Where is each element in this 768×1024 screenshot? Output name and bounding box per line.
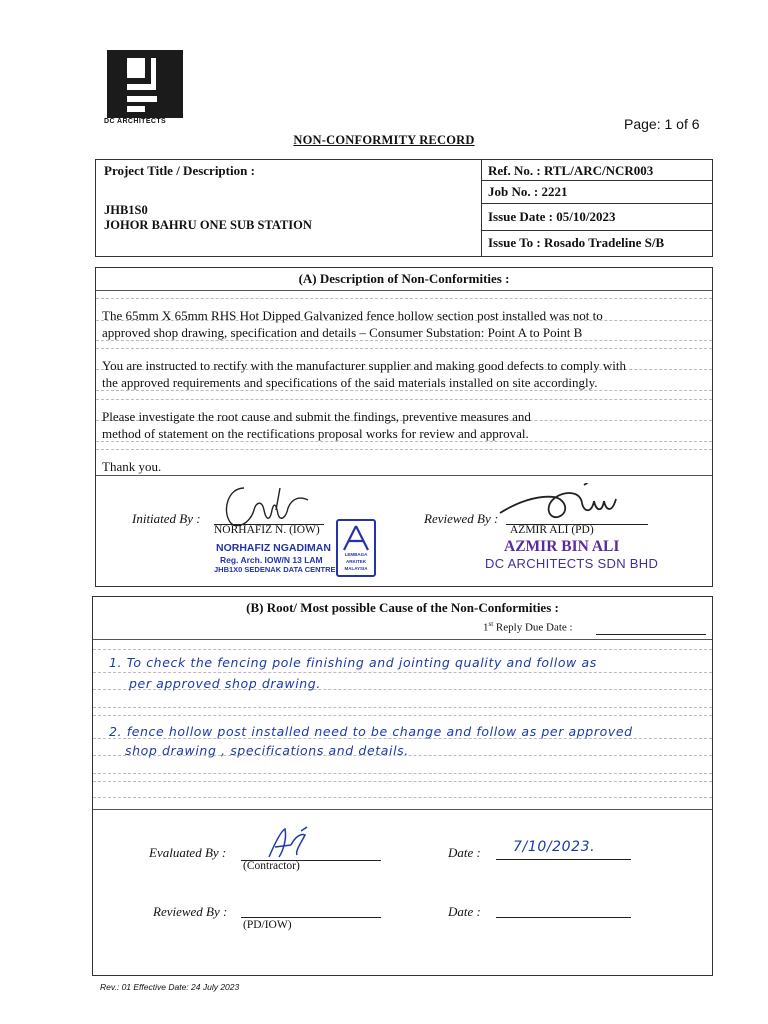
para3-line2: method of statement on the rectifications proposal works for review and approval.	[102, 426, 529, 441]
initiator-signature	[216, 480, 326, 530]
section-a-box	[95, 267, 713, 587]
document-title: NON-CONFORMITY RECORD	[293, 133, 475, 147]
para1-line2: approved shop drawing, specification and details – Consumer Substation: Point A to Point B	[102, 325, 583, 340]
project-box	[95, 159, 713, 257]
dc-architects-logo	[107, 50, 183, 118]
lam-line2: ARKITEK	[346, 559, 366, 564]
reply-label: Reply Due Date :	[495, 621, 573, 634]
pd-iow-caption: (PD/IOW)	[243, 919, 292, 931]
page-number: Page: 1 of 6	[624, 116, 700, 132]
handwritten-cause-2-line2: shop drawing , specifications and details.	[125, 743, 409, 758]
reviewed-by-label: Reviewed By :	[424, 511, 499, 526]
reply-prefix: 1	[483, 621, 489, 634]
stamp1-line2: Reg. Arch. IOW/N 13 LAM	[220, 555, 323, 565]
para1-line1: The 65mm X 65mm RHS Hot Dipped Galvanized fence hollow section post installed was not to	[102, 308, 603, 323]
project-title-label: Project Title / Description :	[104, 163, 255, 178]
project-divider	[481, 160, 482, 256]
evaluated-date-value: 7/10/2023.	[513, 839, 596, 855]
lam-line1: LEMBAGA	[344, 552, 368, 557]
contractor-caption: (Contractor)	[243, 860, 300, 872]
ref-no: Ref. No. : RTL/ARC/NCR003	[488, 163, 654, 178]
handwritten-cause-2-line1: 2. fence hollow post installed need to be change and follow as per approved	[109, 724, 633, 739]
reply-sup: st	[488, 620, 494, 628]
job-no: Job No. : 2221	[488, 184, 568, 199]
para2-line2: the approved requirements and specifications of the said materials installed on site accordingly.	[102, 375, 598, 390]
issue-date: Issue Date : 05/10/2023	[488, 209, 616, 224]
handwritten-cause-1-line2: per approved shop drawing.	[129, 676, 321, 691]
para2-line1: You are instructed to rectify with the manufacturer supplier and making good defects to comply with	[102, 358, 626, 373]
para3-line1: Please investigate the root cause and submit the findings, preventive measures and	[102, 409, 531, 424]
logo-text: DC ARCHITECTS	[104, 118, 167, 125]
lam-a-icon	[338, 524, 374, 552]
handwritten-cause-1-line1: 1. To check the fencing pole finishing and jointing quality and follow as	[109, 655, 597, 670]
reply-due-date	[483, 620, 573, 634]
issue-to: Issue To : Rosado Tradeline S/B	[488, 235, 665, 250]
footer-revision: Rev.: 01 Effective Date: 24 July 2023	[100, 982, 240, 992]
initiator-name: NORHAFIZ N. (IOW)	[214, 524, 320, 536]
reviewer-name: AZMIR ALI (PD)	[510, 524, 594, 536]
section-b-box	[92, 596, 713, 976]
initiated-by-label: Initiated By :	[132, 511, 201, 526]
date2-label: Date :	[448, 904, 481, 919]
section-a-heading: (A) Description of Non-Conformities :	[298, 271, 510, 286]
contractor-signature	[261, 823, 321, 863]
stamp2-line2: DC ARCHITECTS SDN BHD	[485, 556, 659, 571]
thank-you: Thank you.	[102, 459, 162, 474]
section-b-heading: (B) Root/ Most possible Cause of the Non-Conformities :	[246, 600, 559, 615]
project-code: JHB1S0	[104, 203, 148, 217]
project-name: JOHOR BAHRU ONE SUB STATION	[104, 218, 312, 232]
stamp2-line1: AZMIR BIN ALI	[504, 538, 620, 555]
evaluated-by-label: Evaluated By :	[149, 845, 227, 860]
reviewed-by-b-label: Reviewed By :	[153, 904, 228, 919]
reviewer-signature	[496, 483, 636, 528]
lam-stamp	[336, 519, 376, 577]
stamp1-line1: NORHAFIZ NGADIMAN	[216, 542, 331, 554]
date-label: Date :	[448, 845, 481, 860]
stamp1-line3: JHB1X0 SEDENAK DATA CENTRE	[214, 565, 336, 574]
lam-line3: MALAYSIA	[344, 566, 368, 571]
